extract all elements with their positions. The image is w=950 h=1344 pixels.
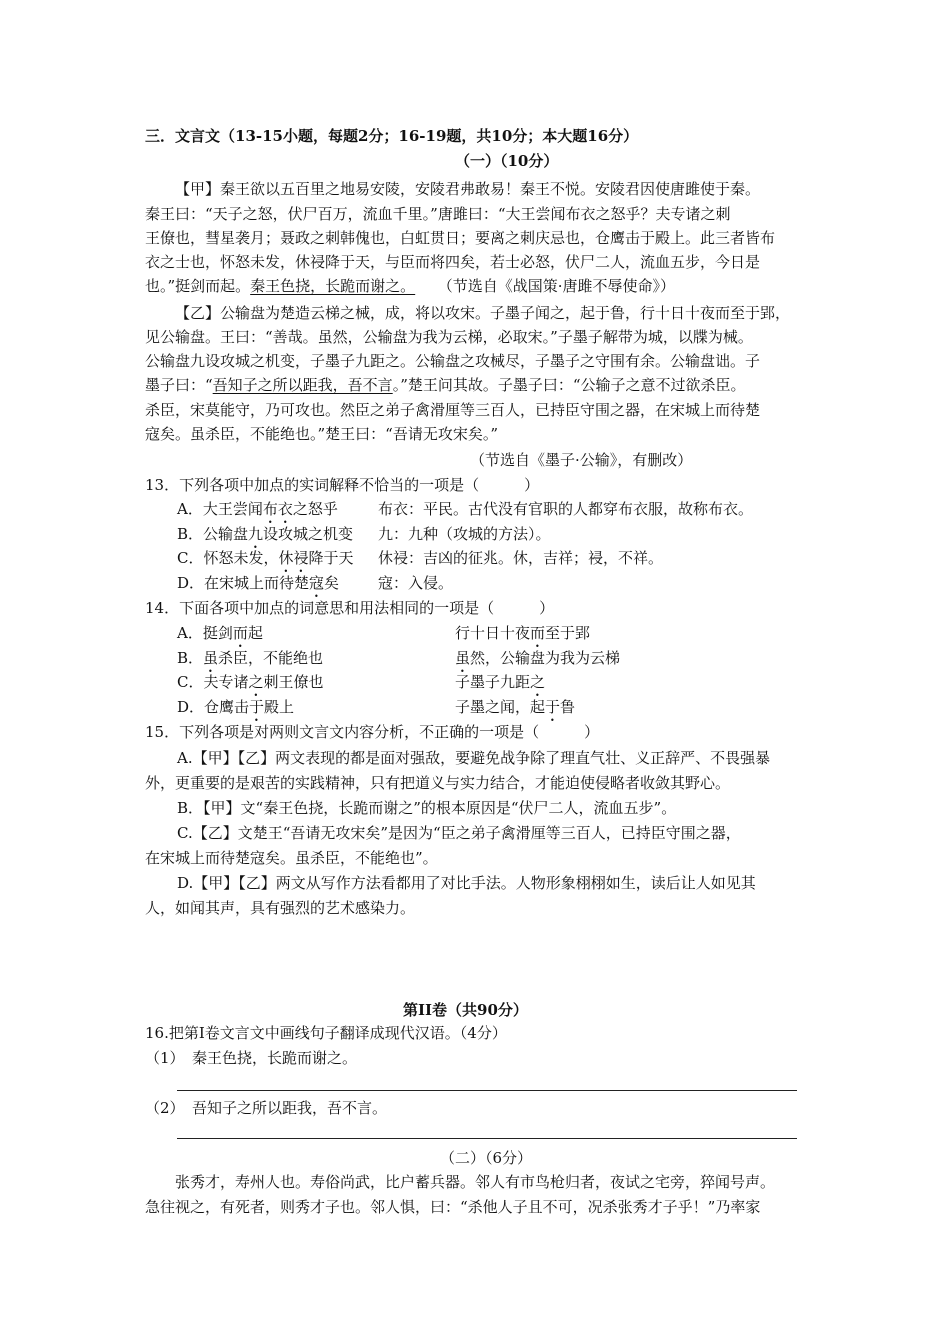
q15-option-a-cont: 外，更重要的是艰苦的实践精神，只有把道义与实力结合，才能迫使侵略者收敛其野心。	[145, 774, 731, 792]
q15-option-c: C.【乙】文楚王“吾请无攻宋矣”是因为“臣之弟子禽滑厘等三百人，已持臣守围之器，	[177, 824, 741, 842]
q13-option-a: A．大王尝闻布衣之怒乎	[177, 500, 338, 518]
q14-option-d-right: 子墨之闻，起于鲁	[455, 698, 576, 716]
underlined-sentence: 吾知子之所以距我，吾不言	[212, 376, 393, 394]
q16-stem: 16.把第Ⅰ卷文言文中画线句子翻译成现代汉语。（4分）	[145, 1024, 507, 1042]
passage-yi-line: 见公输盘。王曰：“善哉。虽然，公输盘为我为云梯，必取宋。”子墨子解带为城，以牒为械。	[145, 328, 753, 346]
q14-option-d-left: D．仓鹰击于殿上	[177, 698, 295, 716]
q16-sentence-2: （2） 吾知子之所以距我，吾不言。	[145, 1099, 388, 1117]
passage-yi-line: 公输盘九设攻城之机变，子墨子九距之。公输盘之攻械尽，子墨子之守围有余。公输盘诎。子	[145, 352, 761, 370]
q13-explanation-b: 九：九种（攻城的方法）。	[378, 525, 551, 543]
q13-option-b: B．公输盘九设攻城之机变	[177, 525, 354, 543]
q14-option-c-left: C．夫专诸之刺王僚也	[177, 673, 324, 691]
q15-option-d: D.【甲】【乙】两文从写作方法看都用了对比手法。人物形象栩栩如生，读后让人如见其	[177, 874, 756, 892]
passage-yi-line: 杀臣，宋莫能守，乃可攻也。然臣之弟子禽滑厘等三百人，已持臣守围之器，在宋城上而待楚	[145, 401, 761, 419]
passage-jia-line: 秦王曰：“天子之怒，伏尸百万，流血千里。”唐雎曰：“大王尝闻布衣之怒乎？夫专诸之刺	[145, 205, 731, 223]
passage-two-line: 张秀才，寿州人也。寿俗尚武，比户蓄兵器。邻人有市鸟枪归者，夜试之宅旁，猝闻号声。	[175, 1173, 776, 1191]
section-heading: 三．文言文（13-15小题，每题2分；16-19题，共10分；本大题16分）	[145, 127, 639, 145]
passage-jia-line: 衣之士也，怀怒未发，休祲降于天，与臣而将四矣，若士必怒，伏尸二人，流血五步，今日是	[145, 253, 761, 271]
passage-jia-line: 【甲】秦王欲以五百里之地易安陵，安陵君弗敢易！秦王不悦。安陵君因使唐雎使于秦。	[175, 180, 761, 198]
q13-explanation-c: 休祲：吉凶的征兆。休，吉祥；祲，不祥。	[378, 549, 664, 567]
passage-yi-line: 寇矣。虽杀臣，不能绝也。”楚王曰：“吾请无攻宋矣。”	[145, 425, 499, 443]
part-two-heading: 第II卷（共90分）	[403, 1001, 528, 1019]
q14-option-b-left: B．虽杀臣，不能绝也	[177, 649, 324, 667]
q14-option-c-right: 子墨子九距之	[455, 673, 546, 691]
q13-option-d: D．在宋城上而待楚寇矣	[177, 574, 340, 592]
q13-explanation-d: 寇：入侵。	[378, 574, 454, 592]
passage-yi-source: （节选自《墨子·公输》，有删改）	[470, 451, 693, 469]
passage-yi-line: 墨子曰：“吾知子之所以距我，吾不言。”楚王问其故。子墨子曰：“公输子之意不过欲杀臣。	[145, 376, 746, 394]
q15-stem: 15．下列各项是对两则文言文内容分析，不正确的一项是（ ）	[145, 723, 600, 741]
part-two-title: （二）（6分）	[440, 1149, 533, 1167]
underlined-sentence: 秦王色挠，长跪而谢之。	[250, 277, 416, 295]
q15-option-b: B．【甲】文“秦王色挠，长跪而谢之”的根本原因是“伏尸二人，流血五步”。	[177, 799, 677, 817]
q15-option-a: A.【甲】【乙】两文表现的都是面对强敌，要避免战争除了理直气壮、义正辞严、不畏强暴	[177, 749, 771, 767]
q14-option-a-right: 行十日十夜而至于郢	[455, 624, 591, 642]
passage-two-line: 急往视之，有死者，则秀才子也。邻人惧，曰：“杀他人子且不可，况杀张秀才子乎！”乃率家	[145, 1198, 761, 1216]
q13-stem: 13．下列各项中加点的实词解释不恰当的一项是（ ）	[145, 476, 540, 494]
q13-option-c: C．怀怒未发，休祲降于天	[177, 549, 354, 567]
q14-option-a-left: A．挺剑而起	[177, 624, 263, 642]
q15-option-d-cont: 人，如闻其声，具有强烈的艺术感染力。	[145, 899, 416, 917]
q15-option-c-cont: 在宋城上而待楚寇矣。虽杀臣，不能绝也”。	[145, 849, 438, 867]
q14-option-b-right: 虽然，公输盘为我为云梯	[455, 649, 621, 667]
part-one-title: （一）（10分）	[455, 152, 559, 170]
passage-jia-line: 也。”挺剑而起。秦王色挠，长跪而谢之。 （节选自《战国策·唐雎不辱使命》）	[145, 277, 675, 295]
passage-yi-line: 【乙】公输盘为楚造云梯之械，成，将以攻宋。子墨子闻之，起于鲁，行十日十夜而至于郢，	[175, 304, 791, 322]
q13-explanation-a: 布衣：平民。古代没有官职的人都穿布衣服，故称布衣。	[378, 500, 754, 518]
answer-line-1[interactable]	[177, 1090, 797, 1091]
q16-sentence-1: （1） 秦王色挠，长跪而谢之。	[145, 1049, 358, 1067]
passage-jia-line: 王僚也，彗星袭月；聂政之刺韩傀也，白虹贯日；要离之刺庆忌也，仓鹰击于殿上。此三者皆布	[145, 229, 776, 247]
q14-stem: 14．下面各项中加点的词意思和用法相同的一项是（ ）	[145, 599, 555, 617]
answer-line-2[interactable]	[177, 1138, 797, 1139]
